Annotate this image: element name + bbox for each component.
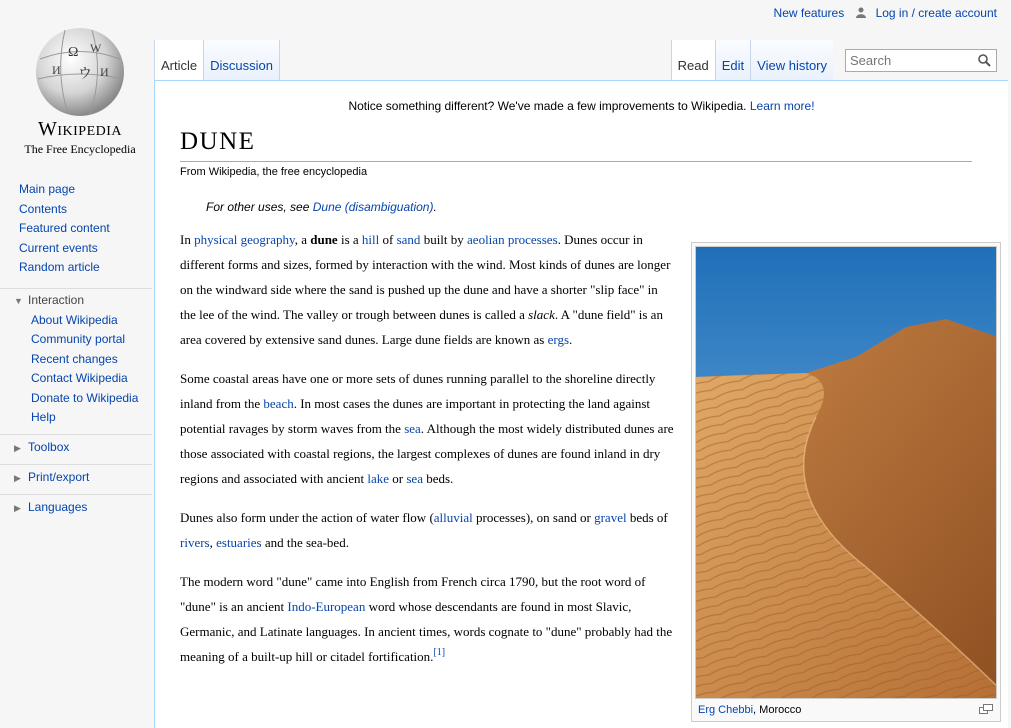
link-rivers[interactable]: rivers	[180, 535, 210, 550]
link-sea[interactable]: sea	[404, 421, 421, 436]
print-export-heading: Print/export	[28, 469, 90, 484]
search-box	[845, 49, 997, 72]
article-body	[180, 227, 675, 683]
link-hill[interactable]: hill	[361, 232, 380, 247]
caption-rest: , Morocco	[753, 704, 802, 716]
search-input[interactable]	[846, 53, 966, 68]
toolbox-toggle[interactable]	[0, 438, 152, 458]
hatnote-suffix: .	[433, 200, 437, 214]
toolbox-heading: Toolbox	[28, 439, 70, 454]
site-notice	[155, 99, 1008, 113]
tab-discussion-label: Discussion	[210, 58, 273, 73]
puzzle-globe-icon	[30, 24, 130, 116]
wikipedia-logo[interactable]	[0, 0, 160, 160]
interaction-portal	[0, 288, 152, 428]
interaction-heading: Interaction	[28, 292, 85, 307]
interaction-toggle[interactable]	[0, 291, 152, 311]
sidebar-item-main-page[interactable]: Main page	[19, 182, 76, 196]
tab-edit[interactable]	[715, 40, 750, 80]
site-sub: From Wikipedia, the free encyclopedia	[180, 166, 368, 178]
toolbox-portal	[0, 434, 152, 458]
tab-read[interactable]	[671, 40, 715, 80]
personal-tools	[766, 6, 997, 20]
thumbnail-caption	[695, 704, 997, 716]
thumbnail	[691, 242, 1001, 722]
sidebar-item-contents[interactable]: Contents	[19, 201, 68, 216]
tab-edit-label: Edit	[721, 58, 745, 73]
content-area	[154, 80, 1008, 728]
paragraph: Some coastal areas have one or more sets of dunes running parallel to the shoreline directly inland from the beach. In most cases the dunes are important in protecting the land against potential ravages by storm waves from the sea. Although the most widely distributed dunes are those associated with coastal regions, the largest complexes of dunes are found inland in dry regions and associated with ancient lake or sea beds.	[180, 371, 674, 486]
namespace-tabs	[154, 40, 280, 80]
paragraph: Dunes also form under the action of water flow (alluvial processes), on sand or gravel beds of rivers, estuaries and the sea-bed.	[180, 510, 668, 550]
disambiguation-link[interactable]: Dune (disambiguation)	[312, 200, 434, 214]
hatnote	[206, 200, 437, 214]
tab-read-label: Read	[677, 58, 709, 73]
svg-text:ウ: ウ	[78, 67, 92, 82]
link-estuaries[interactable]: estuaries	[216, 535, 262, 550]
paragraph: The modern word "dune" came into English from French circa 1790, but the root word of "dune" is an ancient Indo-European word whose descendants are found in most Slavic, Germanic, and Latinate languages. In ancient times, words cognate to "dune" probably had the meaning of a built-up hill or citadel fortification.[1]	[180, 574, 673, 664]
link-ergs[interactable]: ergs	[547, 332, 570, 347]
sidebar-item-help[interactable]: Help	[31, 410, 56, 425]
expanded-arrow-icon: ▼	[14, 295, 23, 306]
erg-chebbi-link[interactable]: Erg Chebbi	[698, 704, 754, 716]
languages-portal	[0, 494, 152, 518]
svg-text:И: И	[52, 63, 61, 77]
sidebar-item-contact[interactable]: Contact Wikipedia	[31, 371, 128, 386]
login-link[interactable]: Log in / create account	[875, 6, 997, 20]
view-tabs	[671, 40, 997, 80]
hatnote-prefix: For other uses, see	[206, 200, 310, 214]
sidebar-item-random-article[interactable]: Random article	[19, 260, 100, 275]
sidebar-item-current-events[interactable]: Current events	[19, 240, 98, 255]
print-export-portal	[0, 464, 152, 488]
svg-text:И: И	[100, 65, 109, 79]
svg-text:Ω: Ω	[68, 45, 79, 60]
learn-more-link[interactable]: Learn more!	[749, 99, 815, 113]
svg-text:W: W	[90, 41, 102, 55]
languages-toggle[interactable]	[0, 498, 152, 518]
link-beach[interactable]: beach	[263, 396, 294, 411]
paragraph: In physical geography, a dune is a hill of sand built by aeolian processes. Dunes occur in different forms and sizes, formed by interaction with the wind. Most kinds of dunes are longer on the windward side where the sand is pushed up the dune and have a shorter "slip face" in the lee of the wind. The valley or trough between dunes is called a slack. A "dune field" is an area covered by extensive sand dunes. Large dune fields are known as ergs.	[180, 232, 671, 347]
site-notice-text: Notice something different? We've made a few improvements to Wikipedia.	[348, 99, 747, 113]
reference-1[interactable]: [1]	[433, 647, 446, 658]
wikipedia-wordmark: Wikipedia	[37, 118, 123, 140]
dune-photo	[696, 247, 997, 699]
new-features-link[interactable]: New features	[773, 6, 845, 20]
navigation-portal	[0, 180, 152, 278]
link-sand[interactable]: sand	[396, 232, 421, 247]
tab-view-history-label: View history	[757, 58, 827, 73]
collapsed-arrow-icon: ▶	[14, 472, 21, 483]
user-icon	[856, 7, 866, 18]
collapsed-arrow-icon: ▶	[14, 442, 21, 453]
tab-view-history[interactable]	[750, 40, 833, 80]
sidebar	[0, 180, 152, 518]
tab-discussion[interactable]	[203, 40, 280, 80]
tab-article-label: Article	[161, 58, 198, 73]
print-export-toggle[interactable]	[0, 468, 152, 488]
collapsed-arrow-icon: ▶	[14, 502, 21, 513]
enlarge-icon[interactable]	[979, 704, 993, 714]
link-gravel[interactable]: gravel	[594, 510, 627, 525]
wikipedia-tagline: The Free Encyclopedia	[24, 142, 136, 156]
languages-heading: Languages	[28, 499, 88, 514]
sidebar-item-recent-changes[interactable]: Recent changes	[31, 351, 118, 366]
link-lake[interactable]: lake	[367, 471, 390, 486]
link-indo-european[interactable]: Indo-European	[287, 599, 366, 614]
link-alluvial[interactable]: alluvial	[433, 510, 473, 525]
dune-image[interactable]	[695, 246, 997, 699]
link-physical-geography[interactable]: physical geography	[194, 232, 295, 247]
page-title: DUNE	[180, 125, 972, 162]
sidebar-item-community-portal[interactable]: Community portal	[31, 332, 126, 347]
sidebar-item-featured-content[interactable]: Featured content	[19, 221, 110, 236]
sidebar-item-about[interactable]: About Wikipedia	[31, 312, 118, 327]
search-icon[interactable]	[978, 54, 991, 67]
tab-article[interactable]	[154, 40, 203, 80]
link-sea-beds[interactable]: sea	[406, 471, 423, 486]
link-aeolian-processes[interactable]: aeolian processes	[467, 232, 558, 247]
sidebar-item-donate[interactable]: Donate to Wikipedia	[31, 390, 139, 405]
